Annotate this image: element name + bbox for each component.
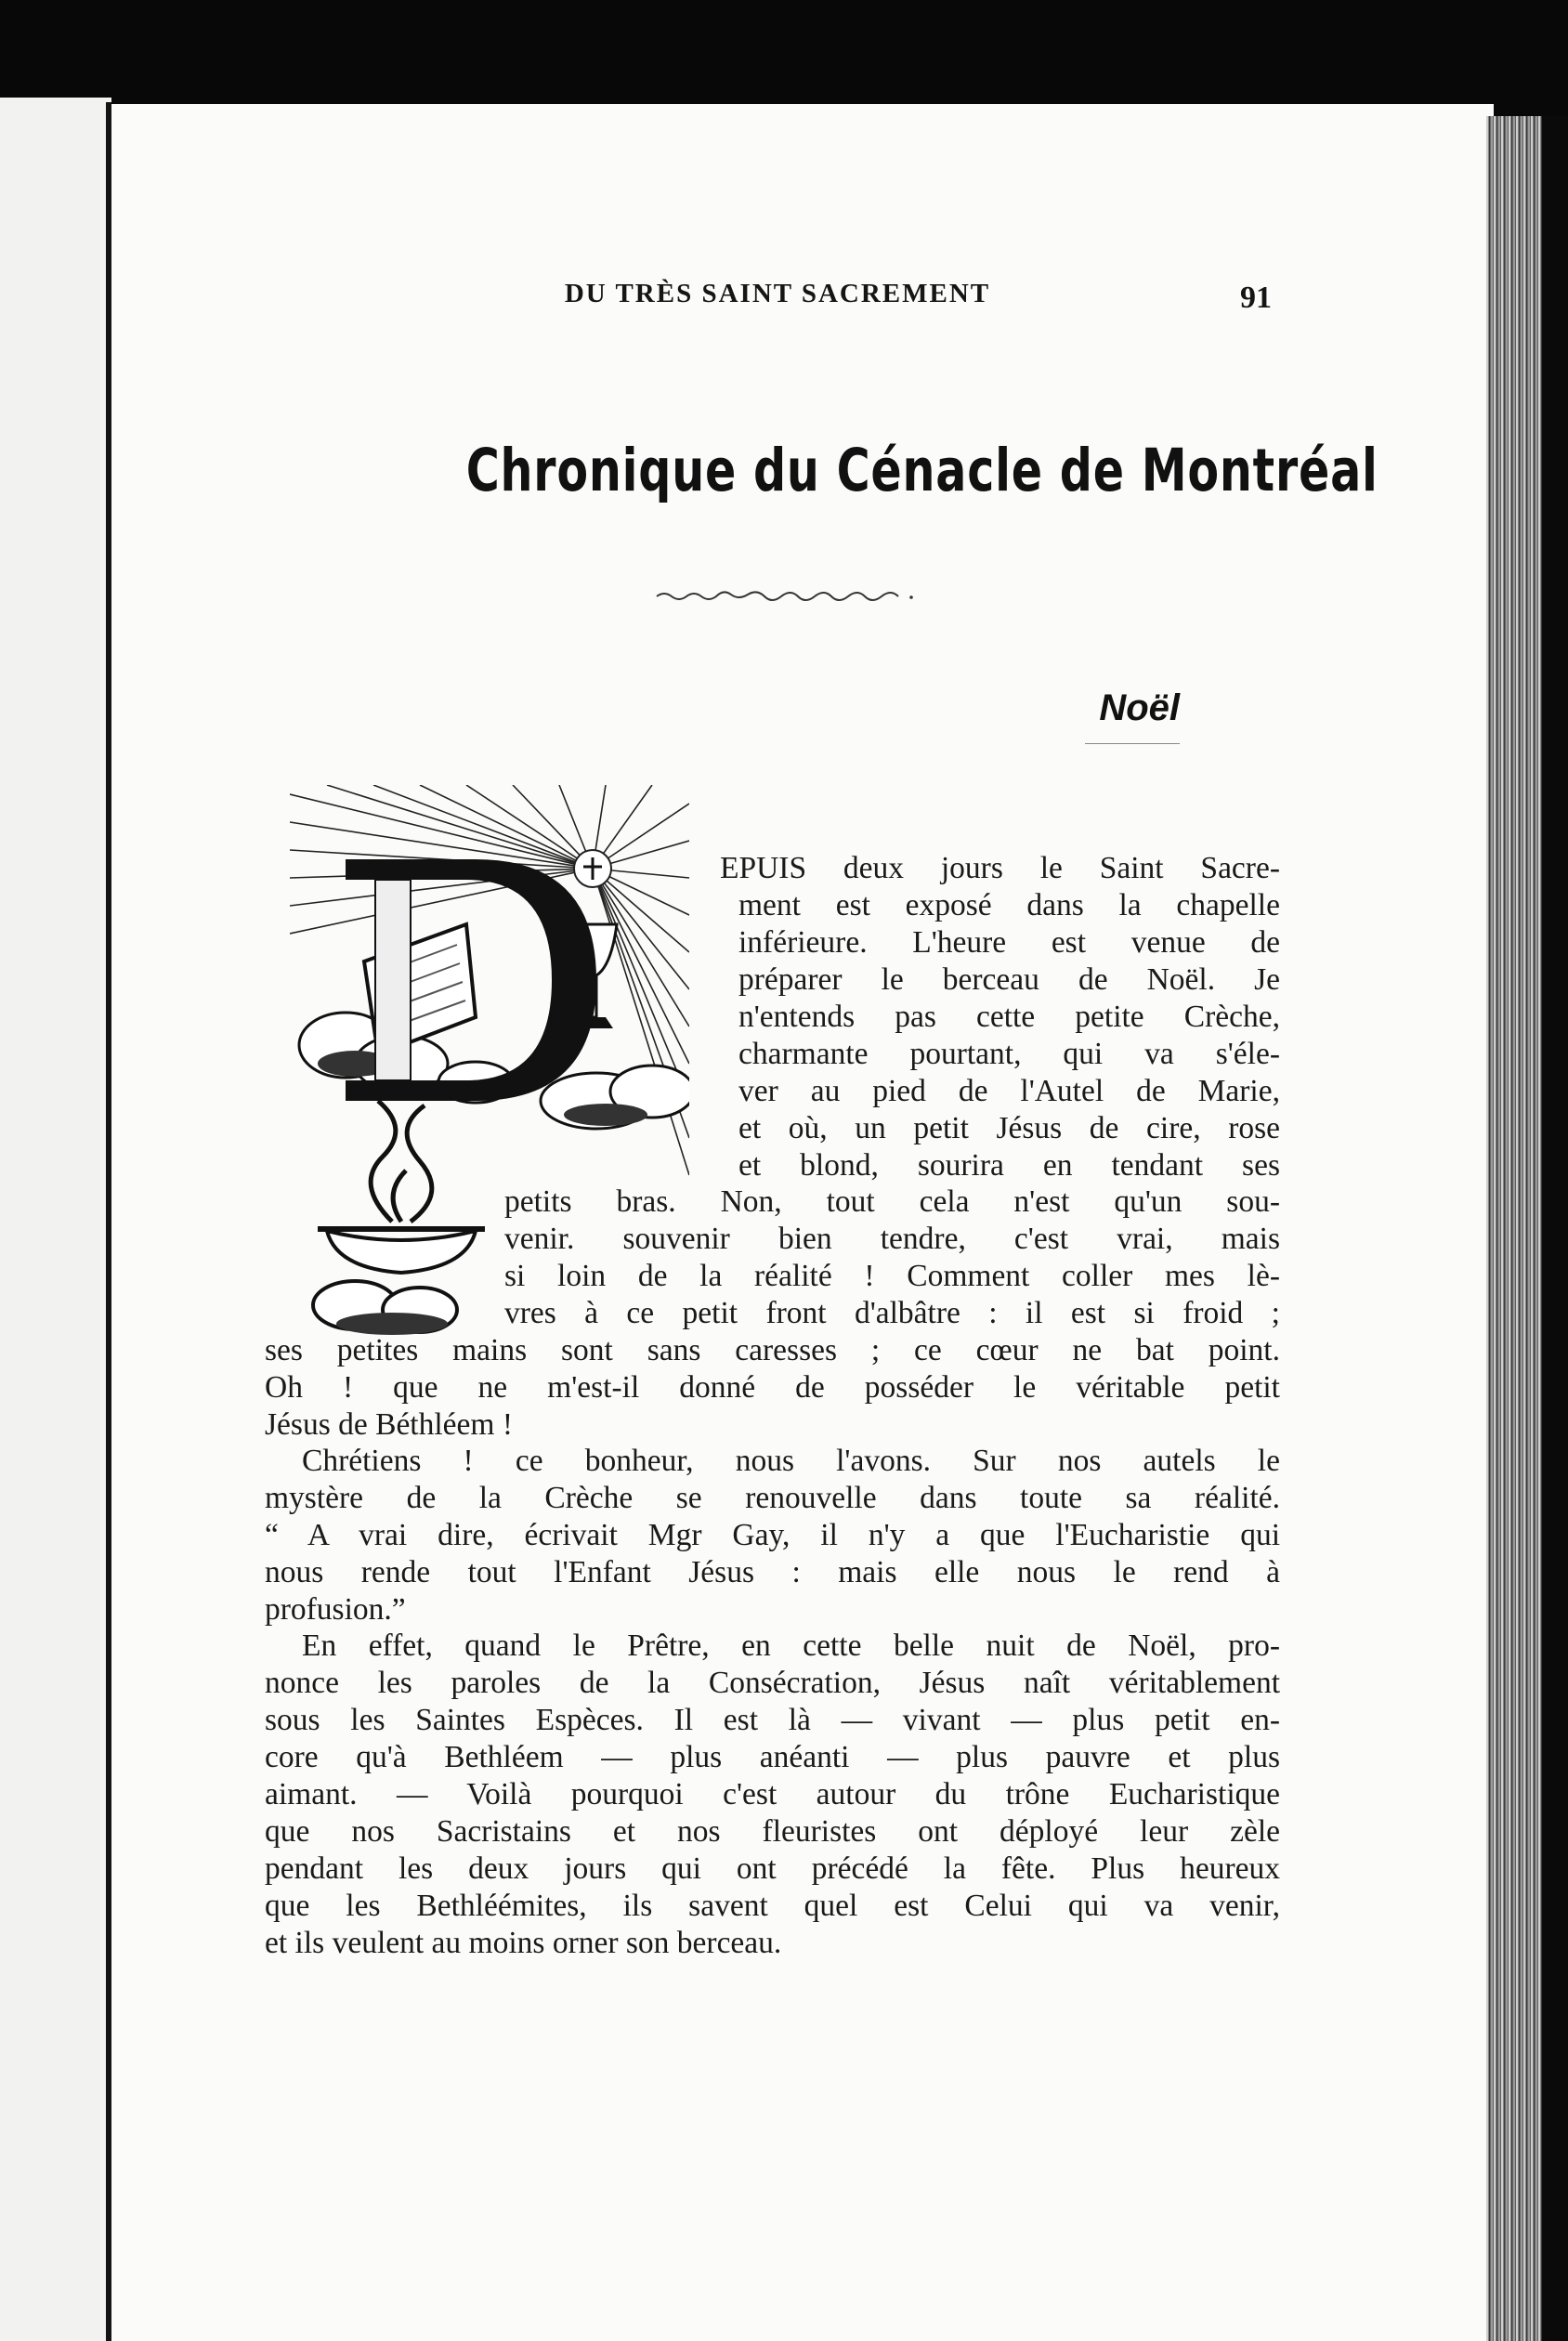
running-head: DU TRÈS SAINT SACREMENT <box>564 279 991 308</box>
text-line: préparer le berceau de Noël. Je <box>738 962 1280 997</box>
text-line: nous rende tout l'Enfant Jésus : mais elle nous le rend à <box>265 1555 1280 1589</box>
text-line: ver au pied de l'Autel de Marie, <box>738 1074 1280 1108</box>
text-line: core qu'à Bethléem — plus anéanti — plus pauvre et plus <box>265 1740 1280 1774</box>
text-line: En effet, quand le Prêtre, en cette belle nuit de Noël, pro- <box>302 1628 1280 1663</box>
text-line: et où, un petit Jésus de cire, rose <box>738 1111 1280 1145</box>
text-line: charmante pourtant, qui va s'éle- <box>738 1037 1280 1071</box>
left-page-edge <box>0 98 111 2341</box>
text-line: “ A vrai dire, écrivait Mgr Gay, il n'y a que l'Eucharistie qui <box>265 1518 1280 1552</box>
text-line: et ils veulent au moins orner son berceau. <box>265 1926 782 1960</box>
text-line: n'entends pas cette petite Crèche, <box>738 1000 1280 1034</box>
section-title: Noël <box>1099 687 1180 728</box>
section-rule <box>1085 743 1180 744</box>
page-number: 91 <box>1240 281 1272 315</box>
text-line: vres à ce petit front d'albâtre : il est si froid ; <box>504 1296 1280 1330</box>
text-line: ment est exposé dans la chapelle <box>738 888 1280 922</box>
text-line: si loin de la réalité ! Comment coller mes lè- <box>504 1259 1280 1293</box>
text-line: que nos Sacristains et nos fleuristes ont déployé leur zèle <box>265 1814 1280 1849</box>
text-line: nonce les paroles de la Consécration, Jésus naît véritablement <box>265 1666 1280 1700</box>
text-line: ses petites mains sont sans caresses ; ce cœur ne bat point. <box>265 1333 1280 1367</box>
text-line: inférieure. L'heure est venue de <box>738 925 1280 960</box>
text-line: Chrétiens ! ce bonheur, nous l'avons. Sur nos autels le <box>302 1444 1280 1478</box>
text-line: aimant. — Voilà pourquoi c'est autour du trône Eucharistique <box>265 1777 1280 1811</box>
text-line: sous les Saintes Espèces. Il est là — vivant — plus petit en- <box>265 1703 1280 1737</box>
text-line: mystère de la Crèche se renouvelle dans toute sa réalité. <box>265 1481 1280 1515</box>
text-line: pendant les deux jours qui ont précédé la fête. Plus heureux <box>265 1851 1280 1886</box>
text-line: profusion.” <box>265 1592 406 1627</box>
text-line: que les Bethléémites, ils savent quel est Celui qui va venir, <box>265 1889 1280 1923</box>
title-ornament-icon <box>655 587 915 606</box>
text-line: et blond, sourira en tendant ses <box>738 1148 1280 1183</box>
scan-background <box>1542 116 1568 2341</box>
text-line: Jésus de Béthléem ! <box>265 1407 514 1442</box>
chapter-title: Chronique du Cénacle de Montréal <box>465 437 1379 504</box>
text-line: Oh ! que ne m'est-il donné de posséder le véritable petit <box>265 1370 1280 1405</box>
text-line: venir. souvenir bien tendre, c'est vrai, mais <box>504 1222 1280 1256</box>
text-line: EPUIS deux jours le Saint Sacre- <box>720 851 1280 885</box>
text-line: petits bras. Non, tout cela n'est qu'un sou- <box>504 1184 1280 1219</box>
